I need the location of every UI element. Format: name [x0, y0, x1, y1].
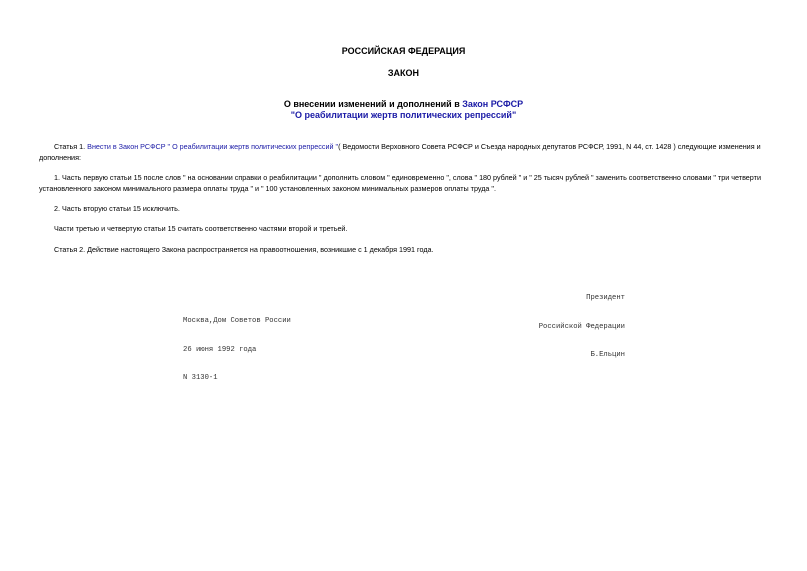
place-text: Москва,Дом Советов России	[183, 317, 291, 325]
item2-paragraph	[39, 203, 807, 214]
item3-text: Части третью и четвертую статьи 15 считать соответственно частями второй и третьей.	[54, 224, 348, 233]
place-date-block	[183, 298, 291, 403]
article1-prefix: Статья 1.	[54, 142, 88, 151]
article1-paragraph	[39, 141, 807, 163]
item3-paragraph	[39, 223, 807, 234]
article1-law-link[interactable]: Внести в Закон РСФСР " О реабилитации жертв политических репрессий "	[87, 142, 339, 151]
signature-block	[480, 275, 625, 380]
law-title-line1	[0, 99, 807, 110]
item1-paragraph	[39, 172, 807, 194]
country-heading: РОССИЙСКАЯ ФЕДЕРАЦИЯ	[341, 46, 466, 56]
article1-rest: ( Ведомости Верховного Совета РСФСР и Съезда народных депутатов РСФСР, 1991, N 44, ст. 1428 ) следующие изменения и	[338, 142, 761, 151]
article2-text: Статья 2. Действие настоящего Закона распространяется на правоотношения, возникшие с 1 декабря 1991 года.	[54, 245, 434, 254]
law-number-text: N 3130-1	[183, 374, 218, 382]
law-title-prefix: О внесении изменений и дополнений в	[283, 99, 463, 109]
article1-line1	[39, 141, 807, 152]
signature-country: Российской Федерации	[538, 322, 625, 331]
article1-line2: дополнения:	[39, 153, 81, 162]
signature-name: Б.Ельцин	[590, 351, 625, 359]
item2-text: 2. Часть вторую статьи 15 исключить.	[54, 204, 180, 213]
item1-line1: 1. Часть первую статьи 15 после слов " на основании справки о реабилитации " дополнить словом " единовременно ", слова " 180 рублей " и " 25 тысяч рублей " заменить соответственно словами " три четверти	[54, 173, 761, 182]
law-title-link[interactable]: Закон РСФСР	[462, 99, 524, 109]
item1-line2: установленного законом минимального размера оплаты труда " и " 100 установленных законом минимальных размеров оплаты труда ".	[39, 184, 496, 193]
doc-type-heading: ЗАКОН	[387, 68, 420, 78]
date-text: 26 июня 1992 года	[183, 345, 257, 354]
law-title-line2[interactable]: "О реабилитации жертв политических репрессий"	[290, 110, 517, 120]
article2-paragraph	[39, 244, 807, 255]
signature-title: Президент	[586, 294, 625, 302]
